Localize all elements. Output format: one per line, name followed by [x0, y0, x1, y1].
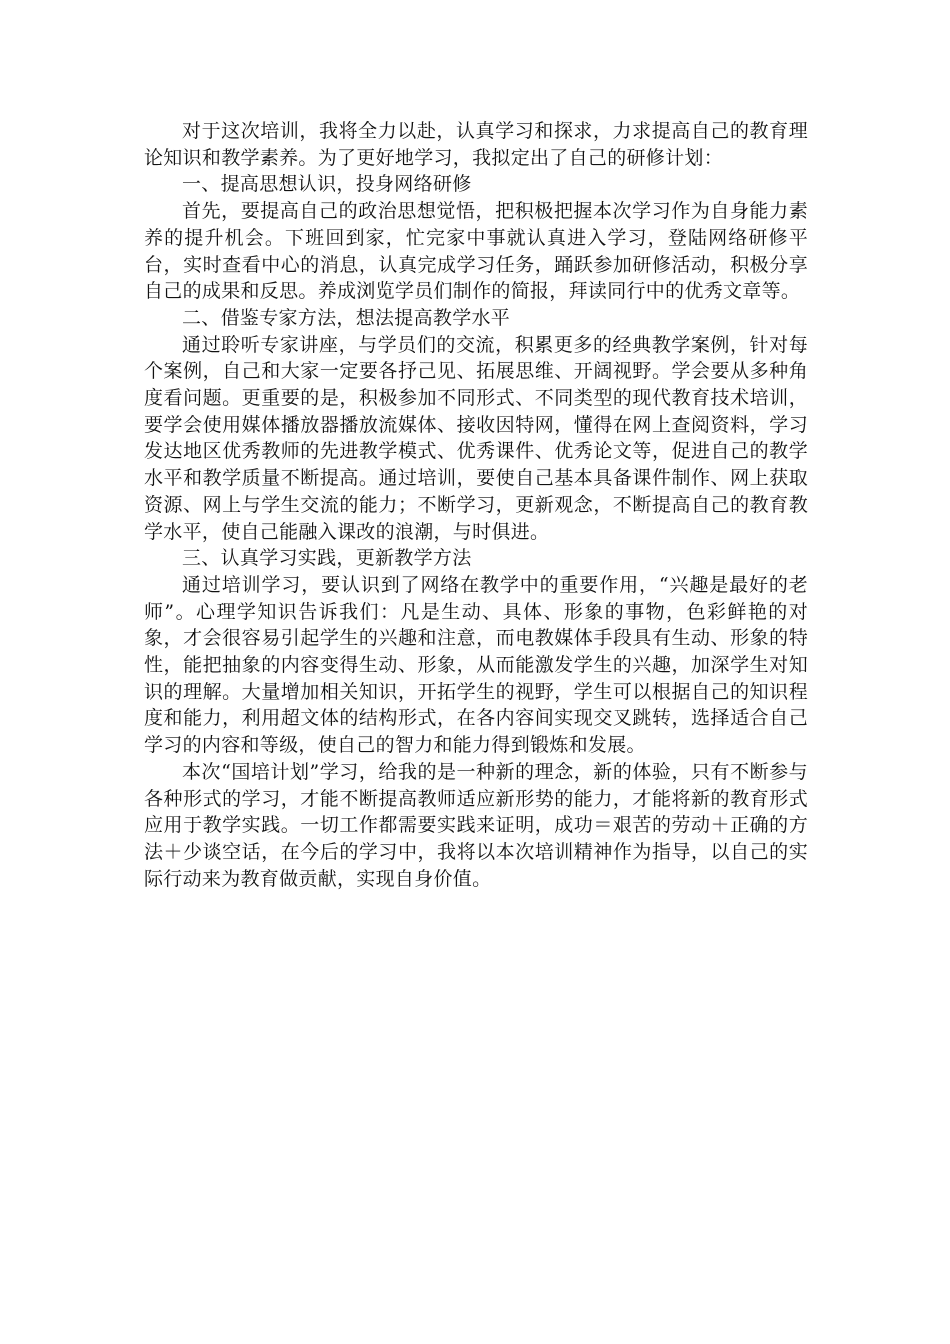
section-heading-3: 三、认真学习实践，更新教学方法	[182, 547, 472, 570]
intro-paragraph: 对于这次培训，我将全力以赴，认真学习和探求，力求提高自己的教育理论知识和教学素养。为了更好地学习，我拟定出了自己的研修计划：	[144, 120, 808, 169]
section-heading-1: 一、提高思想认识，投身网络研修	[182, 173, 472, 196]
section-2-paragraph: 通过聆听专家讲座，与学员们的交流，积累更多的经典教学案例，针对每个案例，自己和大家一定要各抒己见、拓展思维、开阔视野。学会要从多种角度看问题。更重要的是，积极参加不同形式、不同类型的现代教育技术培训，要学会使用媒体播放器播放流媒体、接收因特网，懂得在网上查阅资料，学习发达地区优秀教师的先进教学模式、优秀课件、优秀论文等，促进自己的教学水平和教学质量不断提高。通过培训，要使自己基本具备课件制作、网上获取资源、网上与学生交流的能力；不断学习，更新观念，不断提高自己的教育教学水平，使自己能融入课改的浪潮，与时俱进。	[144, 333, 808, 543]
section-3-paragraph: 通过培训学习，要认识到了网络在教学中的重要作用，“兴趣是最好的老师”。心理学知识告诉我们：凡是生动、具体、形象的事物，色彩鲜艳的对象，才会很容易引起学生的兴趣和注意，而电教媒体手段具有生动、形象的特性，能把抽象的内容变得生动、形象，从而能激发学生的兴趣，加深学生对知识的理解。大量增加相关知识，开拓学生的视野，学生可以根据自己的知识程度和能力，利用超文体的结构形式，在各内容间实现交叉跳转，选择适合自己学习的内容和等级，使自己的智力和能力得到锻炼和发展。	[144, 573, 808, 757]
section-heading-2: 二、借鉴专家方法，想法提高教学水平	[182, 306, 511, 329]
conclusion-paragraph: 本次“国培计划”学习，给我的是一种新的理念，新的体验，只有不断参与各种形式的学习，才能不断提高教师适应新形势的能力，才能将新的教育形式应用于教学实践。一切工作都需要实践来证明，成功＝艰苦的劳动＋正确的方法＋少谈空话，在今后的学习中，我将以本次培训精神作为指导，以自己的实际行动来为教育做贡献，实现自身价值。	[144, 760, 808, 890]
section-1-paragraph: 首先，要提高自己的政治思想觉悟，把积极把握本次学习作为自身能力素养的提升机会。下班回到家，忙完家中事就认真进入学习，登陆网络研修平台，实时查看中心的消息，认真完成学习任务，踊跃参加研修活动，积极分享自己的成果和反思。养成浏览学员们制作的简报，拜读同行中的优秀文章等。	[144, 200, 808, 303]
document-body	[144, 118, 808, 892]
